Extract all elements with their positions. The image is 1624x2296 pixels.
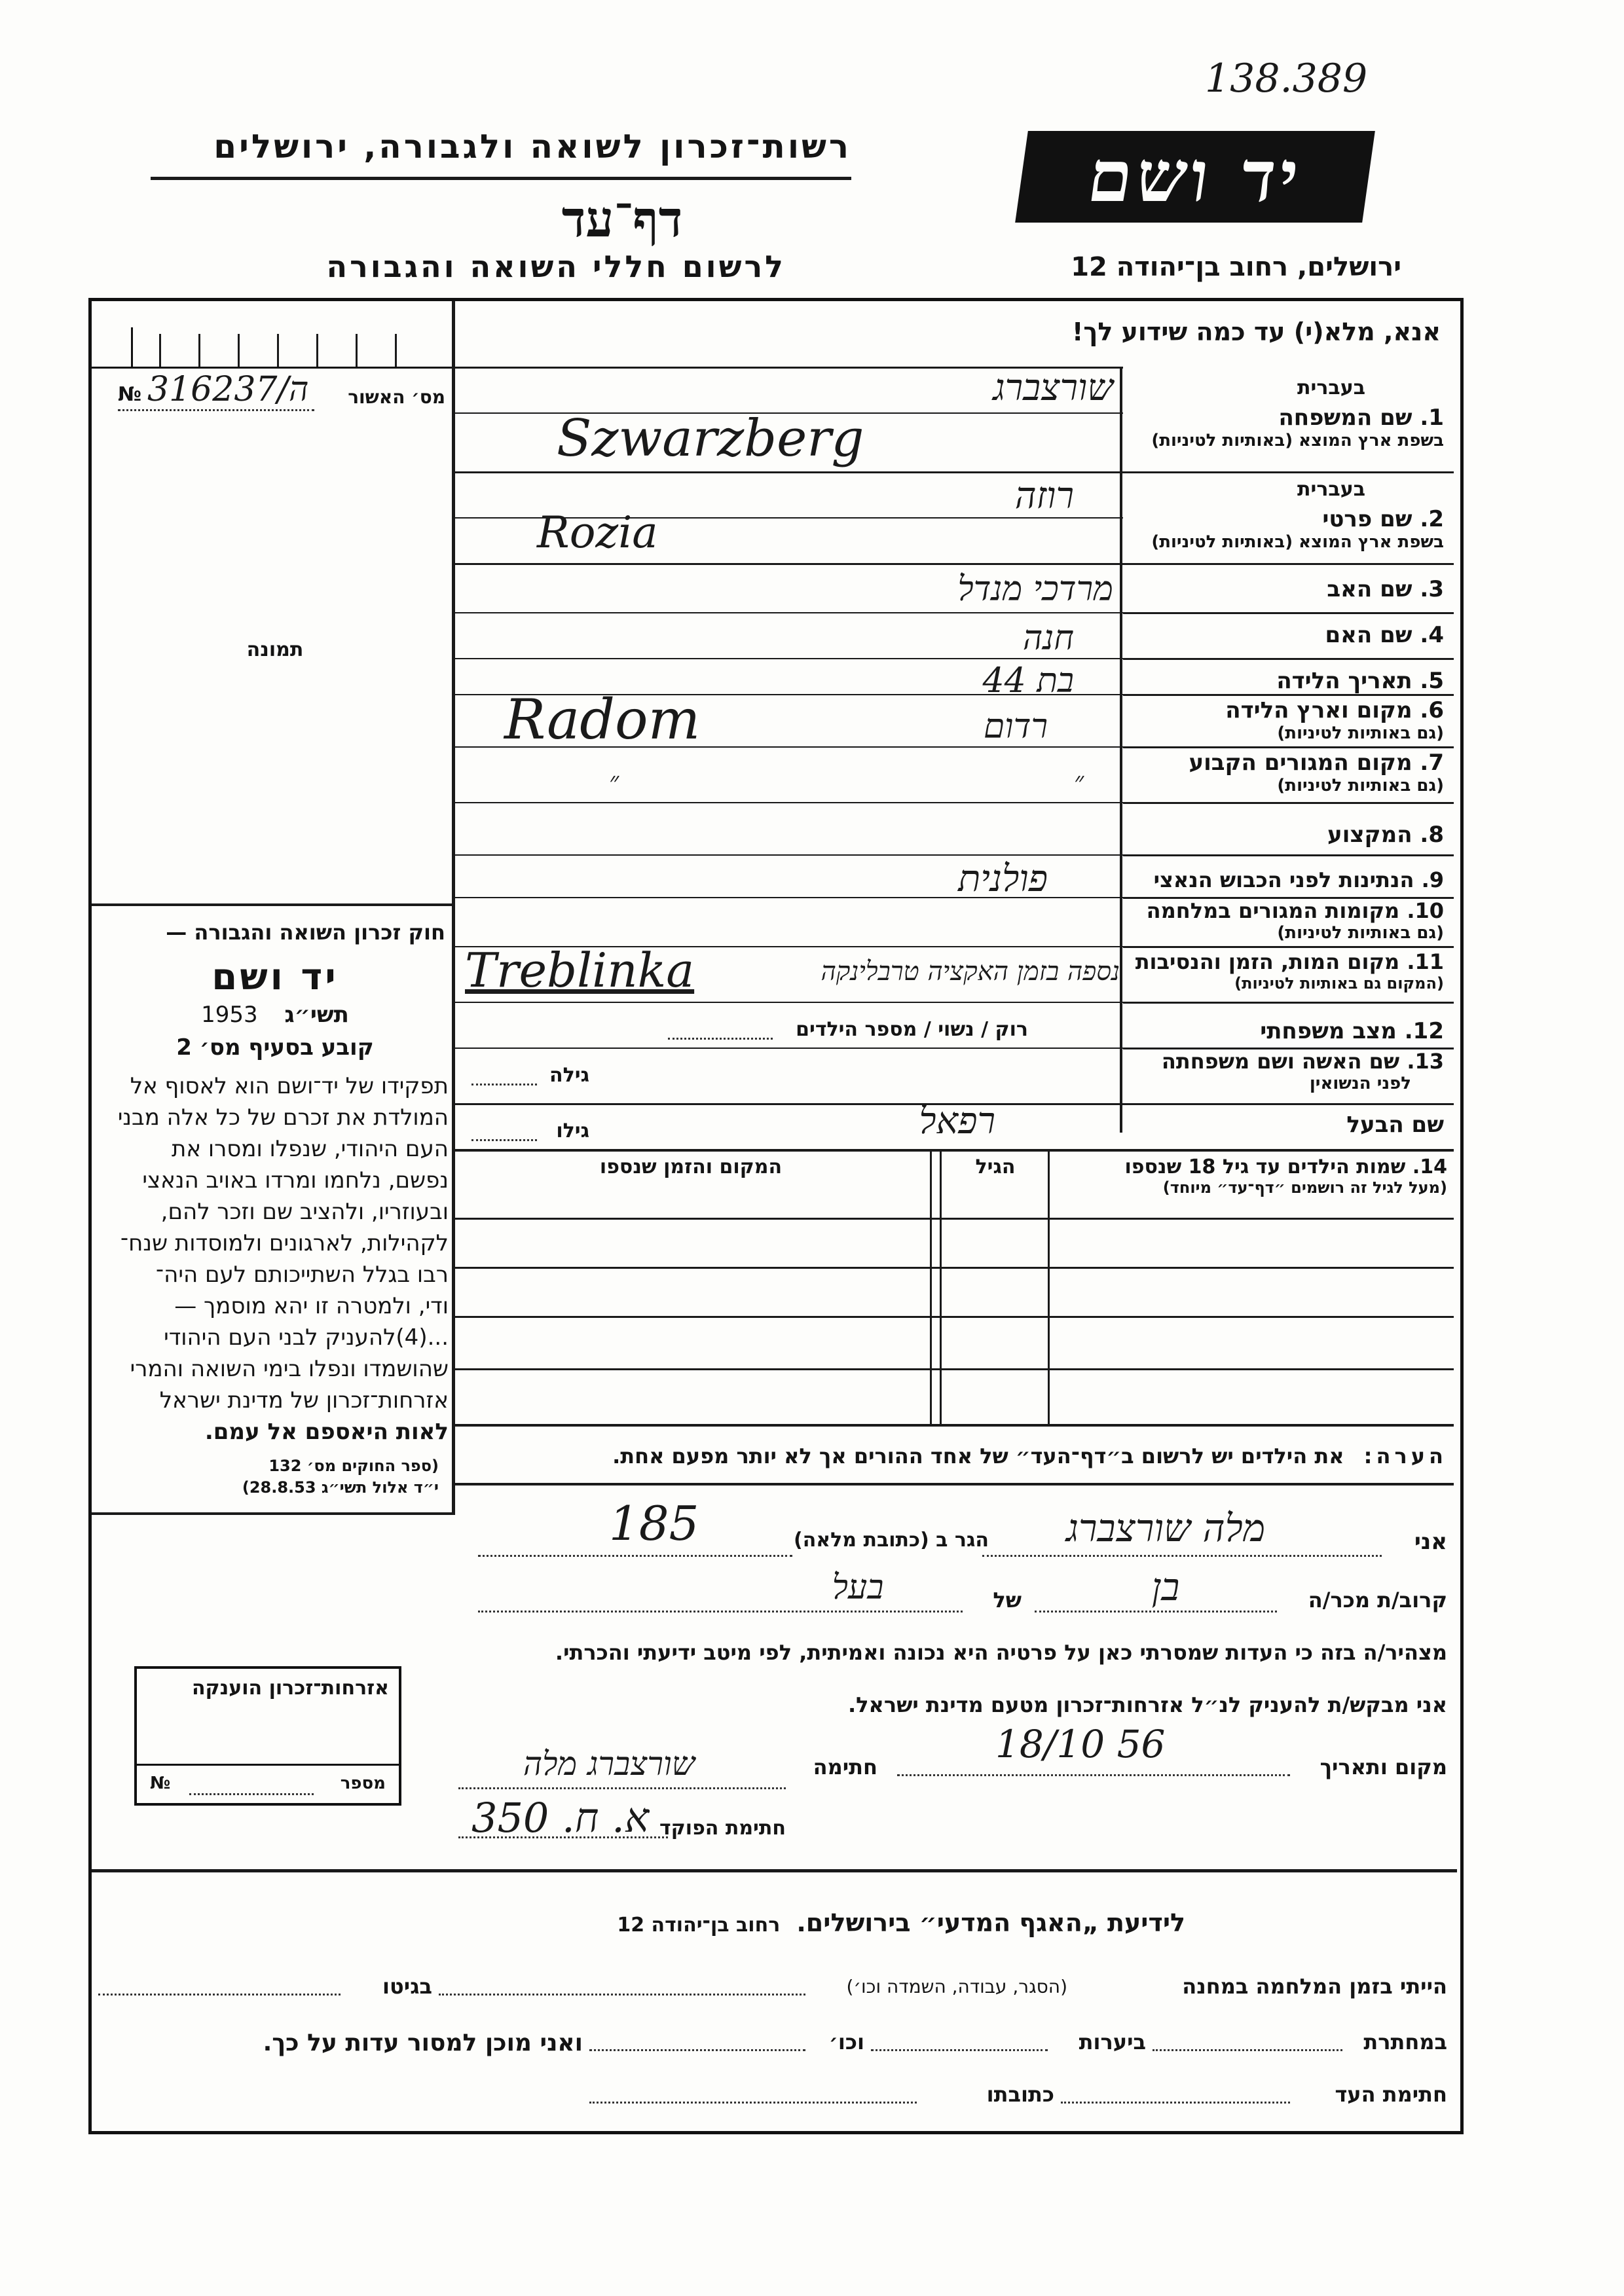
law-name: יד ושם xyxy=(212,956,339,998)
certificate-label: מס׳ האשור xyxy=(348,386,445,408)
bottom-line2-a: במחתרת xyxy=(1363,2030,1447,2054)
field-1-value-latin: Szwarzberg xyxy=(557,409,864,468)
field-9-value: פולנית xyxy=(958,858,1048,900)
law-text xyxy=(98,1070,449,1448)
declarant-address: 185 xyxy=(609,1496,699,1551)
declaration-text: מצהיר/ה בזה כי העדות שמסרתי כאן על פרטיה היא נכונה ואמיתית, לפי מיטב ידיעתי והכרתי. xyxy=(555,1640,1447,1665)
field-7-value-hebrew: ״ xyxy=(1074,767,1084,797)
field-10-label: 10. מקומות המגורים במלחמה (גם באותיות לטיניות) xyxy=(1146,898,1444,943)
law-line: תפקידו של יד־ושם הוא לאסוף אל xyxy=(130,1073,449,1099)
law-year xyxy=(105,1002,445,1028)
citizenship-box xyxy=(134,1666,401,1806)
field-1-value-hebrew: שורצברג xyxy=(993,367,1113,409)
law-line: רבו בגלל השתייכותם לעם היה־ xyxy=(155,1262,449,1288)
left-column-divider xyxy=(452,301,455,1512)
husband-name-value: רפאל xyxy=(919,1100,995,1142)
field-4-value: חנה xyxy=(1022,619,1074,658)
field-6-label: 6. מקום וארץ הלידה (גם באותיות לטיניות) xyxy=(1225,697,1444,743)
bottom-title: לידיעת „האגף המדעי״ בירושלים. רחוב בן־יהודה 12 xyxy=(617,1908,1185,1937)
law-line: לקהילות, לארגונים ולמוסדות שנח־ xyxy=(120,1230,449,1256)
husband-label: שם הבעל xyxy=(1346,1112,1444,1138)
law-clause: קובע בסעיף מס׳ 2 xyxy=(176,1034,374,1061)
certificate-number: 316237/ה xyxy=(147,370,309,409)
law-title: חוק זכרון השואה והגבורה — xyxy=(166,920,445,945)
bottom-line1-c: בגיטו xyxy=(382,1974,432,1999)
field-2-value-latin: Rozia xyxy=(537,507,658,558)
signature-value: שורצברג מלה xyxy=(523,1745,695,1783)
declarant-ani-label: אני xyxy=(1414,1529,1447,1555)
place-date-value: 18/10 56 xyxy=(995,1722,1166,1766)
bottom-section-divider xyxy=(92,1869,1457,1872)
of-value: בעל xyxy=(832,1568,884,1607)
field-6-value-latin: Radom xyxy=(504,687,701,752)
declarant-name: מלה שורצברג xyxy=(1065,1506,1266,1550)
declarant-resides-label: הגר ב (כתובת מלאה) xyxy=(793,1529,989,1552)
law-line: נפשם, נלחמו ומרדו באויב הנאצי xyxy=(142,1167,449,1194)
field-9-label: 9. הנתינות לפני הכבוש הנאצי xyxy=(1153,867,1444,892)
children-col-place: המקום והזמן שנספו xyxy=(599,1156,783,1178)
logo-text: יד ושם xyxy=(1082,136,1308,218)
wife-age-label: גילה xyxy=(549,1064,589,1087)
photo-box-bottom xyxy=(92,903,452,906)
field-11-value-latin: Treblinka xyxy=(465,943,695,998)
bottom-line2-b: ביערות xyxy=(1079,2030,1146,2054)
field-6-value-hebrew: רדום xyxy=(983,707,1048,746)
field-3-label: 3. שם האב xyxy=(1327,576,1444,602)
law-line: ובעוזריו, ולהציב שם וזכר להם, xyxy=(160,1199,449,1225)
law-line: שהושמדו ונפלו בימי השואה והמרי xyxy=(130,1356,449,1382)
form-title: דף־עד xyxy=(561,190,683,248)
right-column-divider xyxy=(1120,367,1122,1133)
field-5-label: 5. תאריך הלידה xyxy=(1276,668,1444,694)
field-2-value-hebrew: רוזה xyxy=(1014,475,1074,517)
of-label: של xyxy=(993,1588,1022,1613)
field-3-value: מרדכי מנדל xyxy=(957,570,1113,609)
field-8-label: 8. המקצוע xyxy=(1327,822,1444,848)
law-line: לאות היאספם אל עמם. xyxy=(204,1419,449,1445)
citizenship-prefix: № xyxy=(150,1774,171,1793)
relative-label: קרוב/ת מכר/ה xyxy=(1308,1588,1447,1613)
field-13-label: 13. שם האשה ושם משפחתה לפני הנשואין xyxy=(1161,1049,1444,1093)
law-year-number: 1953 xyxy=(201,1002,258,1028)
intro-text: אנא, מלא(י) עד כמה שידוע לך! xyxy=(1072,318,1441,346)
request-text: אני מבקש/ת להעניק לנ״ל אזרחות־זכרון מטעם מדינת ישראל. xyxy=(848,1692,1447,1717)
field-11-label: 11. מקום המות, הזמן והנסיבות (המקום גם באותיות לטיניות) xyxy=(1135,949,1444,993)
field-11-value-hebrew: נספה בזמן האקציה טרבלינקה xyxy=(821,957,1120,987)
photo-label: תמונה xyxy=(246,638,304,661)
official-signature-label: חתימת הפוקד xyxy=(659,1817,786,1840)
field-12-label: 12. מצב משפחתי xyxy=(1260,1018,1444,1044)
citizenship-title: אזרחות־זכרון הוענקה xyxy=(191,1677,389,1700)
yad-vashem-logo xyxy=(1015,131,1375,223)
husband-age-label: גילו xyxy=(556,1120,589,1142)
law-line: העם היהודי, שנפלו ומסרו את xyxy=(171,1136,449,1162)
law-line: המולדת את זכרם של כל אלה מבני xyxy=(117,1104,449,1131)
bottom-line1-b: (הסגר, עבודה, השמדה וכו׳) xyxy=(846,1976,1067,1997)
authority-underline xyxy=(151,177,851,180)
certificate-box xyxy=(92,301,452,369)
bottom-line1-a: הייתי בזמן המלחמה במחנה xyxy=(1182,1974,1447,1999)
law-line: ודי, ולמטרה זו יהא מוסמך — xyxy=(174,1293,449,1319)
field-2-label: בעברית 2. שם פרטי בשפת ארץ המוצא (באותיות לטיניות) xyxy=(1123,478,1444,552)
relation-value: בן xyxy=(1151,1565,1180,1609)
note xyxy=(458,1444,1447,1468)
certificate-prefix: № xyxy=(118,383,142,406)
law-year-hebrew: תשי״ג xyxy=(284,1002,349,1028)
field-7-value-latin: ״ xyxy=(609,767,619,797)
field-1-label: בעברית 1. שם המשפחה בשפת ארץ המוצא (באותיות לטיניות) xyxy=(1123,376,1444,450)
field-12-options: רוק / נשוי / מספר הילדים xyxy=(796,1018,1028,1041)
bottom-line3-b: כתובתו xyxy=(986,2082,1054,2107)
law-footnote-1: (ספר החוקים מס׳ 132 xyxy=(268,1457,439,1475)
law-line: ...(4)להעניק לבני העם היהודי xyxy=(164,1324,449,1351)
citizenship-number-label: מספר xyxy=(340,1774,386,1793)
official-signature-value: א. ח. 350 xyxy=(471,1794,650,1842)
children-table-header: 14. שמות הילדים עד גיל 18 שנספו (מעל לגיל זה רושמים ״דף־עד״ מיוחד) xyxy=(1124,1156,1447,1197)
bottom-line2-d: ואני מוכן למסור עדות על כך. xyxy=(263,2030,583,2056)
law-box-bottom xyxy=(92,1512,455,1515)
note-label: הערה: xyxy=(1363,1444,1447,1468)
law-line: אזרחות־זכרון של מדינת ישראל xyxy=(159,1387,449,1413)
field-2-tag: בעברית xyxy=(1297,478,1365,501)
field-4-label: 4. שם האם xyxy=(1325,622,1444,648)
field-5-value: בת 44 xyxy=(982,661,1074,701)
note-text: את הילדים יש לרשום ב״דף־העד״ של אחד ההורים אך לא יותר מפעם אחת. xyxy=(612,1444,1344,1468)
field-1-tag: בעברית xyxy=(1297,376,1365,399)
place-date-label: מקום ותאריך xyxy=(1320,1755,1447,1779)
law-footnote-2: י״ד אלול תשי״ג 28.8.53) xyxy=(242,1478,439,1497)
bottom-line3-a: חתימת העד xyxy=(1335,2082,1447,2107)
bottom-line2-c: וכו׳ xyxy=(828,2030,864,2054)
signature-label: חתימה xyxy=(813,1755,877,1779)
children-col-age: הגיל xyxy=(975,1156,1016,1178)
authority-title: רשות־זכרון לשואה ולגבורה, ירושלים xyxy=(213,128,851,166)
field-7-label: 7. מקום המגורים הקבוע (גם באותיות לטיניות) xyxy=(1189,750,1444,795)
form-subtitle: לרשום חללי השואה והגבורה xyxy=(326,249,786,284)
archive-number: 138.389 xyxy=(1205,56,1368,101)
header-address: ירושלים, רחוב בן־יהודה 12 xyxy=(1071,252,1401,282)
